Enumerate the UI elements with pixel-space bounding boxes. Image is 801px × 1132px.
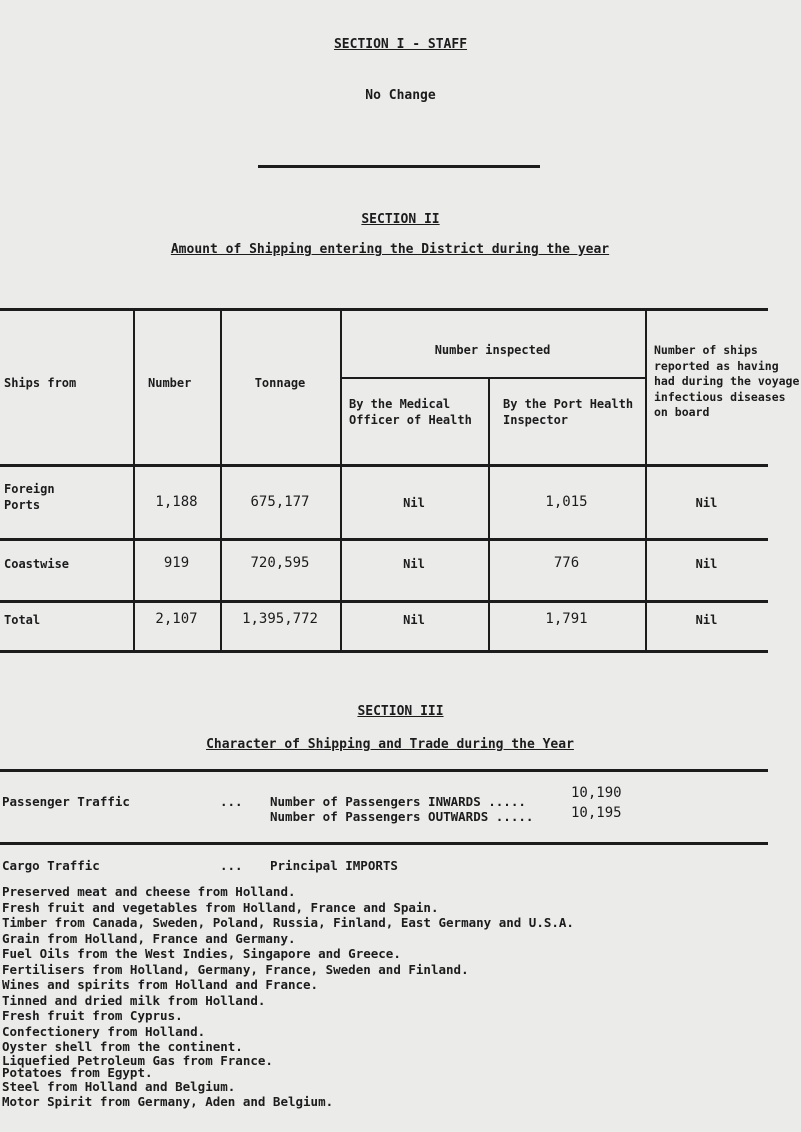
principal-imports-title: Principal IMPORTS	[270, 858, 398, 873]
list-item: Fuel Oils from the West Indies, Singapore and Greece.	[2, 946, 401, 961]
row-infectious: Nil	[695, 496, 718, 510]
row-infectious: Nil	[695, 557, 718, 571]
list-item: Tinned and dried milk from Holland.	[2, 992, 266, 1008]
passengers-outwards-label: Number of Passengers OUTWARDS .....	[270, 809, 534, 824]
col-tonnage: Tonnage	[254, 376, 306, 390]
row-number: 1,188	[155, 494, 198, 510]
col-number: Number	[148, 376, 192, 390]
row-port: 1,015	[545, 494, 588, 510]
row-port: 1,791	[545, 611, 588, 627]
row-tonnage: 720,595	[250, 555, 310, 571]
list-item: Grain from Holland, France and Germany.	[2, 930, 296, 946]
section-3-subheading: Character of Shipping and Trade during the Year	[206, 737, 574, 752]
row-label: Foreign Ports	[4, 482, 55, 512]
section-1-heading: SECTION I - STAFF	[333, 37, 468, 52]
list-item: Liquefied Petroleum Gas from France.	[2, 1052, 273, 1068]
passengers-inwards-label: Number of Passengers INWARDS .....	[270, 794, 526, 809]
list-item: Oyster shell from the continent.	[2, 1039, 243, 1054]
list-item: Preserved meat and cheese from Holland.	[2, 884, 296, 899]
col-medical-officer: By the Medical Officer of Health	[349, 397, 472, 427]
row-tonnage: 675,177	[250, 494, 310, 510]
list-item: Potatoes from Egypt.	[2, 1064, 153, 1080]
section-2-subheading: Amount of Shipping entering the District during the year	[170, 242, 610, 257]
divider	[0, 769, 768, 772]
row-medical: Nil	[403, 557, 425, 571]
passenger-dots: ...	[220, 794, 243, 809]
col-port-inspector: By the Port Health Inspector	[503, 397, 634, 427]
row-label: Coastwise	[4, 557, 70, 571]
section-3-heading: SECTION III	[357, 704, 444, 719]
list-item: Fresh fruit from Cyprus.	[2, 1008, 183, 1023]
row-port: 776	[553, 555, 580, 571]
row-tonnage: 1,395,772	[242, 611, 318, 627]
row-number: 919	[163, 555, 190, 571]
section-1-text: No Change	[365, 88, 436, 103]
cargo-dots: ...	[220, 858, 243, 873]
list-item: Confectionery from Holland.	[2, 1023, 206, 1039]
list-item: Timber from Canada, Sweden, Poland, Russia, Finland, East Germany and U.S.A.	[2, 915, 574, 930]
col-infectious: Number of ships reported as having had during the voyage infectious diseases on board	[654, 343, 800, 419]
list-item: Steel from Holland and Belgium.	[2, 1078, 236, 1094]
divider	[0, 842, 768, 845]
passenger-traffic-label: Passenger Traffic	[2, 794, 130, 809]
row-infectious: Nil	[695, 613, 718, 627]
list-item: Wines and spirits from Holland and France.	[2, 977, 319, 992]
imports-list	[2, 884, 574, 1110]
col-number-inspected: Number inspected	[434, 343, 551, 357]
cargo-traffic-label: Cargo Traffic	[2, 858, 100, 873]
row-medical: Nil	[403, 496, 425, 510]
passengers-outwards-value: 10,195	[571, 805, 622, 821]
list-item: Motor Spirit from Germany, Aden and Belgium.	[2, 1094, 334, 1109]
list-item: Fertilisers from Holland, Germany, France, Sweden and Finland.	[2, 961, 469, 977]
row-medical: Nil	[403, 613, 425, 627]
row-number: 2,107	[155, 611, 198, 627]
row-label: Total	[4, 613, 41, 627]
section-2-heading: SECTION II	[361, 212, 440, 227]
passengers-inwards-value: 10,190	[571, 785, 622, 801]
col-ships-from: Ships from	[4, 376, 77, 390]
list-item: Fresh fruit and vegetables from Holland, France and Spain.	[2, 899, 439, 915]
